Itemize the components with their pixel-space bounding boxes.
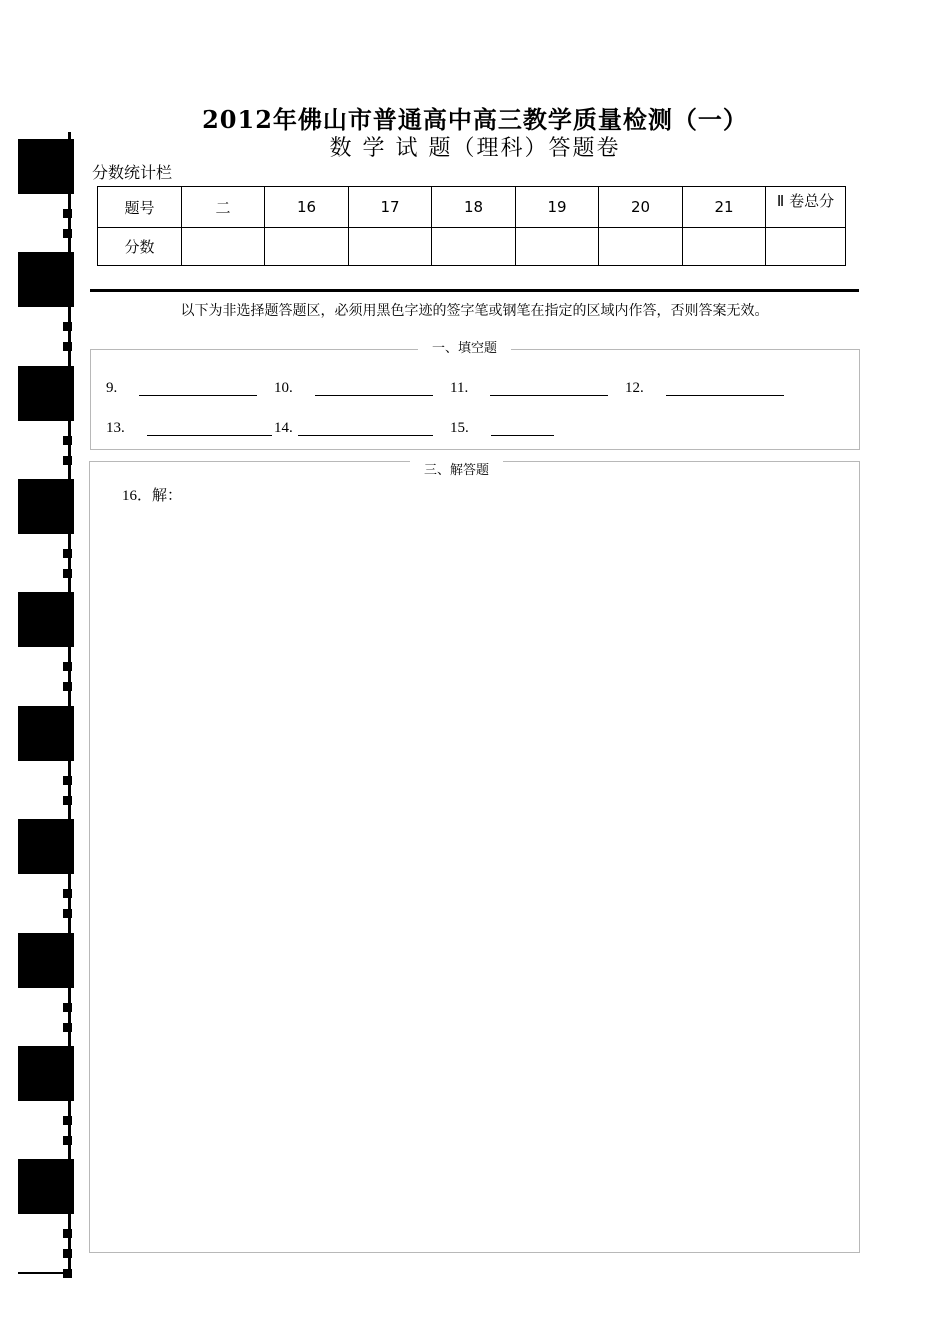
timing-square bbox=[63, 209, 72, 218]
timing-square bbox=[63, 229, 72, 238]
score-table-header-row bbox=[98, 187, 846, 228]
score-cell[interactable] bbox=[683, 228, 766, 266]
timing-square bbox=[63, 662, 72, 671]
timing-square bbox=[63, 1136, 72, 1145]
answer-blank[interactable] bbox=[298, 435, 433, 436]
score-cell[interactable] bbox=[265, 228, 349, 266]
col-header: 19 bbox=[516, 187, 599, 228]
row-label-question: 题号 bbox=[98, 187, 182, 228]
timing-block bbox=[18, 1046, 74, 1101]
solve-section-box[interactable] bbox=[89, 461, 860, 1253]
timing-square bbox=[63, 1249, 72, 1258]
answer-blank[interactable] bbox=[139, 395, 257, 396]
timing-block bbox=[18, 819, 74, 874]
timing-block bbox=[18, 933, 74, 988]
question-16-label: 16．解： bbox=[122, 488, 183, 504]
timing-square bbox=[63, 322, 72, 331]
timing-square bbox=[63, 1003, 72, 1012]
timing-square bbox=[63, 569, 72, 578]
answer-blank[interactable] bbox=[315, 395, 433, 396]
timing-square bbox=[63, 342, 72, 351]
timing-block bbox=[18, 706, 74, 761]
score-cell[interactable] bbox=[599, 228, 683, 266]
timing-square bbox=[63, 436, 72, 445]
col-header: 20 bbox=[599, 187, 683, 228]
score-cell[interactable] bbox=[766, 228, 846, 266]
timing-square bbox=[63, 1229, 72, 1238]
score-cell[interactable] bbox=[516, 228, 599, 266]
timing-square bbox=[63, 1023, 72, 1032]
score-cell[interactable] bbox=[349, 228, 432, 266]
question-number: 12. bbox=[625, 380, 644, 396]
score-cell[interactable] bbox=[432, 228, 516, 266]
score-table bbox=[97, 186, 846, 266]
score-table-label: 分数统计栏 bbox=[92, 163, 173, 182]
answer-blank[interactable] bbox=[490, 395, 608, 396]
timing-block bbox=[18, 592, 74, 647]
timing-square bbox=[63, 549, 72, 558]
answer-notice: 以下为非选择题答题区，必须用黑色字迹的签字笔或钢笔在指定的区域内作答，否则答案无效。 bbox=[180, 303, 769, 319]
question-number: 13. bbox=[106, 420, 125, 436]
question-number: 14. bbox=[274, 420, 293, 436]
timing-square bbox=[63, 909, 72, 918]
timing-block bbox=[18, 366, 74, 421]
timing-block bbox=[18, 252, 74, 307]
answer-blank[interactable] bbox=[666, 395, 784, 396]
timing-square bbox=[63, 682, 72, 691]
row-label-score: 分数 bbox=[98, 228, 182, 266]
col-header: 17 bbox=[349, 187, 432, 228]
timing-block bbox=[18, 479, 74, 534]
timing-square bbox=[63, 456, 72, 465]
rail-bottom-rule bbox=[18, 1272, 66, 1274]
score-table-score-row bbox=[98, 228, 846, 266]
timing-marks bbox=[0, 0, 80, 1344]
col-header: 二 bbox=[182, 187, 265, 228]
page-subtitle: 数 学 试 题（理科）答题卷 bbox=[329, 136, 621, 161]
timing-square bbox=[63, 796, 72, 805]
divider bbox=[90, 289, 859, 292]
answer-blank[interactable] bbox=[147, 435, 272, 436]
col-header: 18 bbox=[432, 187, 516, 228]
col-header-total: Ⅱ 卷总分 bbox=[766, 187, 846, 228]
col-header: 21 bbox=[683, 187, 766, 228]
question-number: 15. bbox=[450, 420, 469, 436]
solve-section-title: 三、解答题 bbox=[410, 459, 503, 478]
score-cell[interactable] bbox=[182, 228, 265, 266]
fill-section-title: 一、填空题 bbox=[418, 337, 511, 356]
question-number: 10. bbox=[274, 380, 293, 396]
question-number: 11. bbox=[450, 380, 469, 396]
answer-blank[interactable] bbox=[491, 435, 554, 436]
question-number: 9. bbox=[106, 380, 118, 396]
timing-square bbox=[63, 889, 72, 898]
timing-block bbox=[18, 1159, 74, 1214]
timing-square bbox=[63, 776, 72, 785]
solve-title-clip bbox=[410, 455, 503, 478]
page-title: 2012年佛山市普通高中高三教学质量检测（一） bbox=[202, 105, 748, 134]
timing-square bbox=[63, 1116, 72, 1125]
col-header: 16 bbox=[265, 187, 349, 228]
